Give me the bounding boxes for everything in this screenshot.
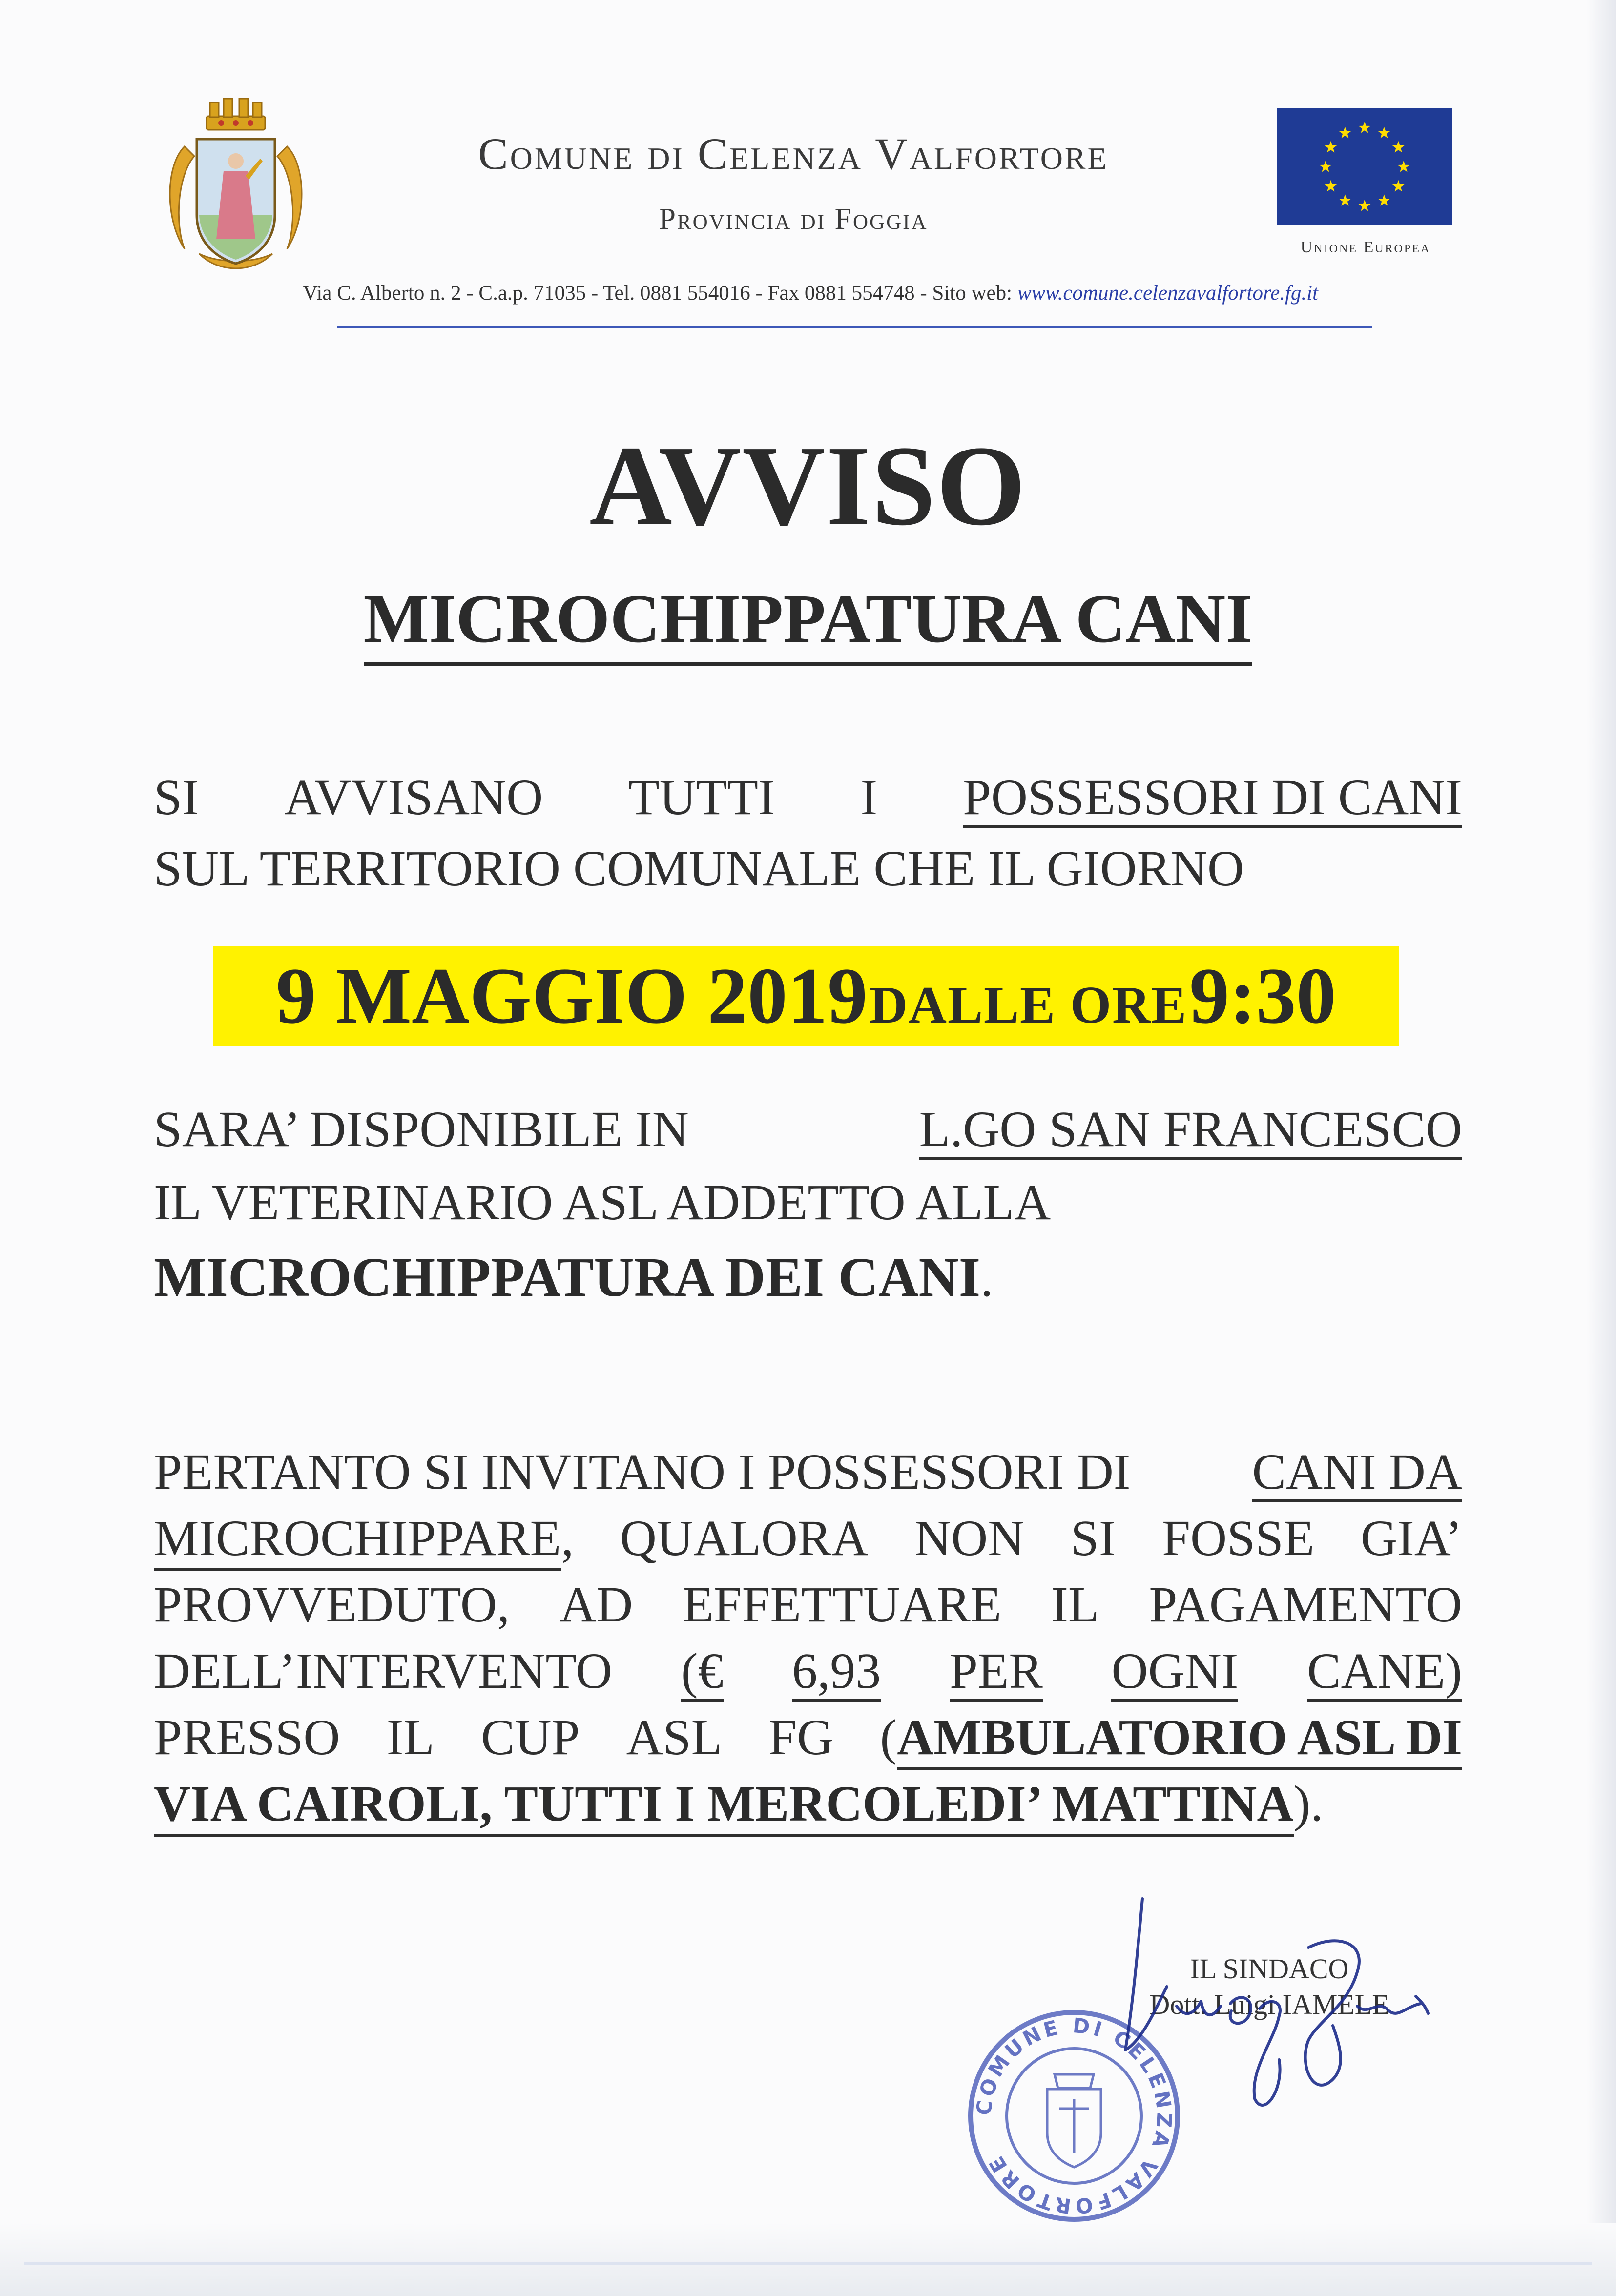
punctuation: ). xyxy=(1293,1776,1324,1832)
notice-title: AVVISO xyxy=(589,422,1027,549)
bold-underlined-phrase: VIA CAIROLI, TUTTI I MERCOLEDI’ MATTINA xyxy=(154,1776,1294,1837)
notice-subtitle-text: MICROCHIPPATURA CANI xyxy=(364,580,1253,666)
availability-line-2: IL VETERINARIO ASL ADDETTO ALLA xyxy=(154,1174,1051,1230)
seal-text: COMUNE DI CELENZA VALFORTORE xyxy=(972,2013,1177,2219)
event-date-line xyxy=(213,952,1399,1040)
price: 6,93 xyxy=(792,1646,881,1702)
provincia-name: Provincia di Foggia xyxy=(659,203,928,236)
word: FG xyxy=(768,1709,834,1765)
underlined-phrase: CANI DA xyxy=(1252,1447,1462,1502)
underlined-word: PER xyxy=(950,1646,1043,1702)
location-phrase: L.GO SAN FRANCESCO xyxy=(919,1104,1462,1160)
bold-phrase: MICROCHIPPATURA DEI CANI xyxy=(154,1246,981,1308)
payment-line-2 xyxy=(154,1510,1462,1566)
payment-line-5 xyxy=(154,1709,1462,1765)
signatory-name: Dott. Luigi IAMELE xyxy=(1149,1988,1389,2020)
payment-line-4 xyxy=(154,1643,1462,1702)
underlined-phrase: MICROCHIPPARE xyxy=(154,1510,561,1571)
word: QUALORA xyxy=(620,1510,869,1566)
word: AD xyxy=(559,1577,633,1633)
payment-line-3 xyxy=(154,1577,1462,1633)
intro-line-2: SUL TERRITORIO COMUNALE CHE IL GIORNO xyxy=(154,840,1244,897)
underlined-word: OGNI xyxy=(1111,1646,1238,1702)
underlined-phrase: POSSESSORI DI CANI xyxy=(963,772,1462,828)
punctuation: . xyxy=(980,1251,994,1307)
signatory-role: IL SINDACO xyxy=(1190,1953,1349,1985)
word: PAGAMENTO xyxy=(1149,1577,1462,1633)
availability-line-3 xyxy=(154,1246,1462,1308)
contact-address: Via C. Alberto n. 2 - C.a.p. 71035 - Tel. 0881 554016 - Fax 0881 554748 - Sito web: xyxy=(302,282,1013,305)
word: TUTTI xyxy=(628,769,775,825)
word: EFFETTUARE xyxy=(683,1577,1002,1633)
word: IL xyxy=(1051,1577,1099,1633)
word: SI xyxy=(1071,1510,1116,1566)
handwritten-signature-icon xyxy=(1103,1894,1440,2148)
word: PRESSO xyxy=(154,1709,340,1765)
intro-line-1 xyxy=(154,769,1462,828)
event-time: 9:30 xyxy=(1189,952,1336,1040)
word: SI xyxy=(154,769,199,825)
header-divider xyxy=(337,326,1372,328)
notice-subtitle xyxy=(0,580,1616,657)
payment-line-1 xyxy=(154,1444,1462,1502)
page-edge-bottom xyxy=(0,2223,1616,2296)
word: DELL’INTERVENTO xyxy=(154,1643,613,1699)
word: I xyxy=(860,769,878,825)
phrase: SARA’ DISPONIBILE IN xyxy=(154,1101,689,1157)
word: IL xyxy=(386,1709,435,1765)
punctuation: ( xyxy=(880,1709,897,1765)
availability-line-1 xyxy=(154,1101,1462,1160)
payment-line-6 xyxy=(154,1776,1462,1832)
eu-flag-icon xyxy=(1277,108,1452,226)
page-edge-right xyxy=(1587,0,1616,2296)
underlined-word: (€ xyxy=(681,1646,724,1702)
word: GIA’ xyxy=(1361,1510,1462,1566)
word: NON xyxy=(914,1510,1025,1566)
punctuation: , xyxy=(561,1510,574,1566)
website-link[interactable]: www.comune.celenzavalfortore.fg.it xyxy=(1017,282,1319,305)
dalle-ore-label: DALLE ORE xyxy=(869,976,1188,1034)
word: PROVVEDUTO, xyxy=(154,1577,510,1633)
word: ASL xyxy=(626,1709,723,1765)
event-date: 9 MAGGIO 2019 xyxy=(276,952,868,1040)
word: CUP xyxy=(481,1709,580,1765)
coat-of-arms-icon xyxy=(155,93,316,278)
contact-line xyxy=(146,281,1474,305)
eu-label: Unione Europea xyxy=(1300,238,1431,256)
word: AVVISANO xyxy=(284,769,543,825)
bold-underlined-phrase: AMBULATORIO ASL DI xyxy=(897,1709,1462,1770)
word: FOSSE xyxy=(1162,1510,1315,1566)
phrase: PERTANTO SI INVITANO I POSSESSORI DI xyxy=(154,1444,1131,1500)
comune-name: Comune di Celenza Valfortore xyxy=(478,129,1109,179)
underlined-word: CANE) xyxy=(1307,1646,1462,1702)
